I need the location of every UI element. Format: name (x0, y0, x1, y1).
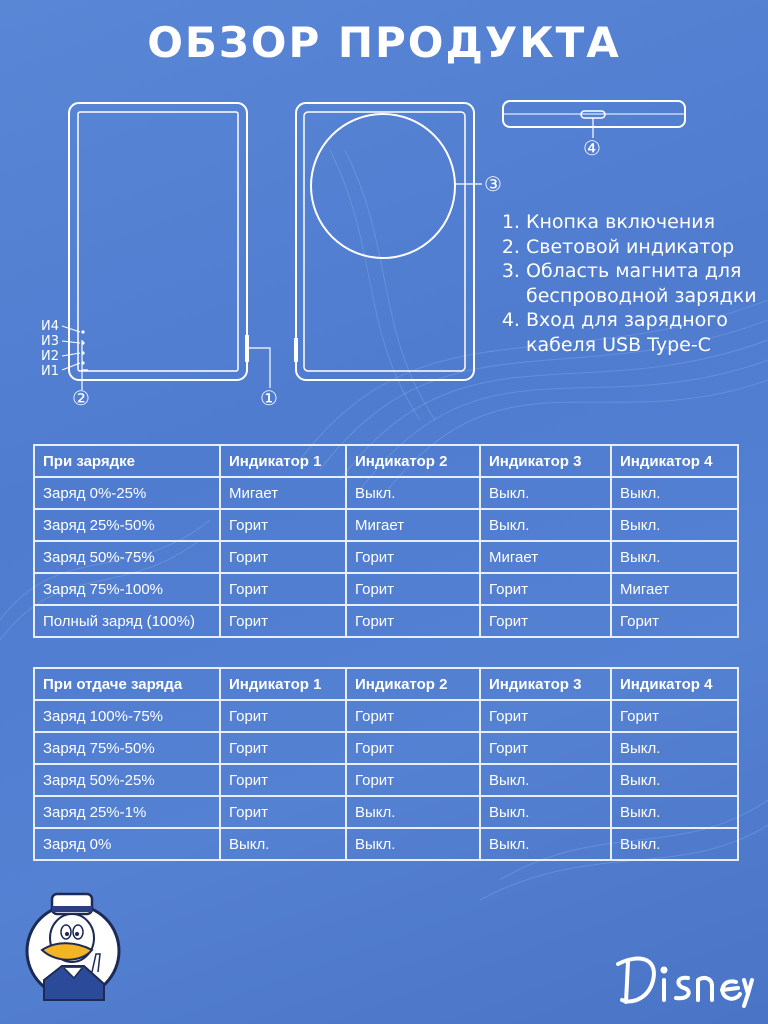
device-back-outline (296, 103, 474, 380)
table-row (34, 573, 738, 605)
table-cell: Горит (220, 605, 346, 637)
table-cell: Мигает (480, 541, 611, 573)
header-cell: Индикатор 4 (611, 445, 738, 477)
table-cell: Заряд 50%-75% (34, 541, 220, 573)
indicator-label-1: И1 (41, 364, 59, 379)
table-cell: Заряд 75%-50% (34, 732, 220, 764)
table-cell: Горит (220, 541, 346, 573)
header-cell: При отдаче заряда (34, 668, 220, 700)
table-cell: Горит (220, 764, 346, 796)
table-cell: Горит (480, 605, 611, 637)
charging-indicator-table (33, 444, 739, 638)
header-cell: При зарядке (34, 445, 220, 477)
table-row (34, 732, 738, 764)
table-cell: Горит (220, 700, 346, 732)
table-row (34, 828, 738, 860)
table-header-row (34, 445, 738, 477)
header-cell: Индикатор 4 (611, 668, 738, 700)
indicator-dot-1 (81, 361, 84, 364)
table-cell: Выкл. (611, 541, 738, 573)
table-row (34, 477, 738, 509)
marker-2: ② (72, 386, 90, 410)
table-cell: Выкл. (611, 764, 738, 796)
table-cell: Выкл. (346, 477, 480, 509)
table-cell: Выкл. (346, 796, 480, 828)
table-cell: Выкл. (480, 509, 611, 541)
table-cell: Мигает (220, 477, 346, 509)
device-front-outline (69, 103, 247, 380)
marker-4: ④ (583, 136, 601, 160)
table-cell: Заряд 25%-50% (34, 509, 220, 541)
table-cell: Выкл. (611, 509, 738, 541)
table-cell: Горит (480, 732, 611, 764)
header-cell: Индикатор 3 (480, 445, 611, 477)
table-row (34, 700, 738, 732)
parts-legend (500, 210, 760, 357)
indicator-label-3: И3 (41, 334, 59, 349)
disney-logo (612, 950, 754, 1010)
legend-item-power-button: 1. Кнопка включения (526, 210, 760, 235)
table-cell: Выкл. (480, 764, 611, 796)
table-row (34, 764, 738, 796)
table-cell: Горит (480, 573, 611, 605)
table-cell: Выкл. (611, 732, 738, 764)
table-cell: Выкл. (480, 796, 611, 828)
table-cell: Выкл. (611, 828, 738, 860)
table-cell: Горит (346, 573, 480, 605)
table-cell: Горит (346, 605, 480, 637)
magnet-area-circle (311, 114, 455, 258)
table-cell: Заряд 25%-1% (34, 796, 220, 828)
indicator-dot-3 (81, 341, 84, 344)
indicator-label-2: И2 (41, 349, 59, 364)
table-cell: Горит (611, 700, 738, 732)
device-front-screen (78, 112, 238, 371)
table-cell: Горит (611, 605, 738, 637)
header-cell: Индикатор 1 (220, 445, 346, 477)
page-title: ОБЗОР ПРОДУКТА (147, 18, 621, 67)
table-cell: Заряд 0%-25% (34, 477, 220, 509)
table-header-row (34, 668, 738, 700)
table-cell: Горит (220, 796, 346, 828)
header-cell: Индикатор 2 (346, 668, 480, 700)
table-cell: Выкл. (480, 477, 611, 509)
indicator-dot-2 (81, 351, 84, 354)
marker-3: ③ (484, 172, 502, 196)
table-cell: Заряд 0% (34, 828, 220, 860)
duck-mascot-illustration (22, 880, 124, 1008)
header-cell: Индикатор 2 (346, 445, 480, 477)
table-cell: Выкл. (611, 477, 738, 509)
table-cell: Мигает (611, 573, 738, 605)
marker-1: ① (260, 386, 278, 410)
table-cell: Выкл. (480, 828, 611, 860)
table-cell: Мигает (346, 509, 480, 541)
table-cell: Горит (346, 700, 480, 732)
table-cell: Горит (346, 541, 480, 573)
table-row (34, 541, 738, 573)
table-row (34, 796, 738, 828)
table-cell: Выкл. (346, 828, 480, 860)
table-cell: Горит (220, 573, 346, 605)
legend-item-magnet-area: 3. Область магнита для беспроводной зарядки (526, 259, 760, 308)
table-cell: Заряд 50%-25% (34, 764, 220, 796)
table-cell: Горит (346, 764, 480, 796)
table-cell: Выкл. (220, 828, 346, 860)
table-cell: Горит (346, 732, 480, 764)
header-cell: Индикатор 3 (480, 668, 611, 700)
table-cell: Заряд 100%-75% (34, 700, 220, 732)
legend-item-light-indicator: 2. Световой индикатор (526, 235, 760, 260)
table-row (34, 509, 738, 541)
indicator-dot-4 (81, 330, 84, 333)
header-cell: Индикатор 1 (220, 668, 346, 700)
discharging-indicator-table (33, 667, 739, 861)
table-cell: Выкл. (611, 796, 738, 828)
table-cell: Горит (480, 700, 611, 732)
table-cell: Горит (220, 509, 346, 541)
table-cell: Полный заряд (100%) (34, 605, 220, 637)
table-cell: Заряд 75%-100% (34, 573, 220, 605)
legend-item-usb-port: 4. Вход для зарядного кабеля USB Type-C (526, 308, 760, 357)
indicator-label-4: И4 (41, 319, 59, 334)
table-cell: Горит (220, 732, 346, 764)
table-row (34, 605, 738, 637)
device-back-inner (304, 112, 465, 371)
